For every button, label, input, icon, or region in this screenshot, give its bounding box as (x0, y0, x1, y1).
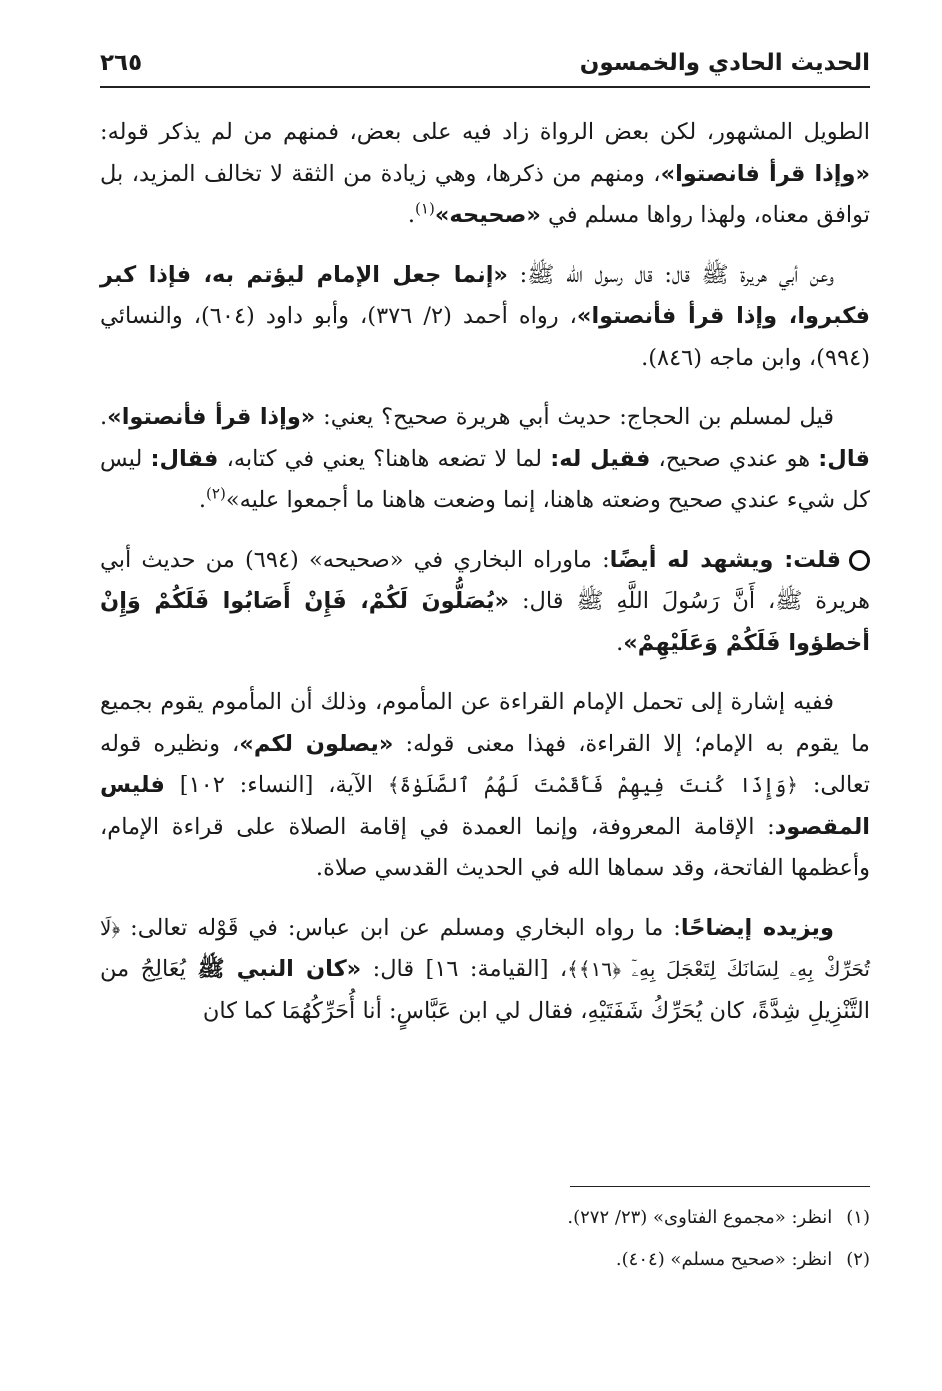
main-text (100, 112, 870, 1050)
bold-text: قال: (818, 445, 870, 472)
bold-text: «إنما جعل الإمام ليؤتم به، فإذا كبر فكبروا، وإذا قرأ فأنصتوا» (100, 261, 871, 329)
text-run: . (407, 202, 416, 228)
footnote-number: (٢) (846, 1249, 870, 1270)
bold-text: فقال: (150, 445, 219, 472)
footnote (100, 1248, 870, 1272)
footnote-text: انظر: «صحيح مسلم» (٤٠٤). (615, 1249, 833, 1270)
bold-text: «وإذا قرأ فانصتوا» (660, 160, 870, 187)
text-run: . (616, 629, 624, 656)
paragraph (100, 397, 870, 522)
paragraph (100, 908, 870, 1033)
bold-text: «وإذا قرأ فأنصتوا» (107, 404, 316, 430)
quran-quote: ﴿وَإِذَا كُنتَ فِيهِمْ فَأَقَمْتَ لَهُمُ ٱلصَّلَوٰةَ﴾ (387, 773, 798, 797)
footnote-text: انظر: «مجموع الفتاوى» (٢٣/ ٢٧٢). (567, 1207, 833, 1228)
text-run: يُعَالِجُ من التَّنْزِيلِ شِدَّةً، كان يُحَرِّكُ شَفَتَيْهِ، فقال لي ابن عَبَّاسٍ: أنا أُحَرِّكُهُمَا كما كان (100, 956, 870, 1024)
text-run: وعن أبي هريرة ﷺ قال: قال رسول الله ﷺ: (507, 261, 834, 288)
bold-text: قلت: ويشهد له أيضًا (609, 546, 841, 573)
chapter-title: الحديث الحادي والخمسون (579, 50, 870, 76)
footnote (100, 1206, 870, 1230)
text-run: ، ومنهم من ذكرها، وهي زيادة من الثقة لا تخالف المزيد، بل توافق معناه، ولهذا رواها مسلم في (100, 160, 870, 228)
footnotes (100, 1206, 870, 1290)
paragraph (100, 112, 870, 237)
running-header (100, 40, 870, 88)
text-run: ، رواه أحمد (٢/ ٣٧٦)، وأبو داود (٦٠٤)، والنسائي (٩٩٤)، وابن ماجه (٨٤٦). (100, 303, 870, 371)
bold-text: «كان النبي ﷺ (197, 956, 362, 982)
text-run: : ما رواه البخاري ومسلم عن ابن عباس: في قَوْله تعالى: (120, 914, 681, 941)
circle-bullet-icon (849, 550, 870, 571)
text-run: هو عندي صحيح، (650, 445, 819, 472)
bold-text: فقيل له: (550, 445, 651, 472)
bold-text: «صحيحه» (434, 202, 541, 228)
quran-quote: ﴿لَا تُحَرِّكْ بِهِۦ لِسَانَكَ لِتَعْجَلَ بِهِۦٓ ﴿١٦﴾﴾ (100, 915, 870, 981)
text-run: قيل لمسلم بن الحجاج: حديث أبي هريرة صحيح؟ يعني: (315, 404, 834, 430)
text-run: الآية، [النساء: ١٠٢] (164, 772, 388, 798)
text-run: : ماوراه البخاري في «صحيحه» (٦٩٤) من حديث أبي هريرة ﷺ، أَنَّ رَسُولَ اللَّهِ ﷺ قال: (100, 546, 870, 614)
text-run: ليس كل شيء عندي صحيح وضعته هاهنا، إنما وضعت هاهنا ما أجمعوا عليه» (100, 445, 870, 513)
text-run: لما لا تضعه هاهنا؟ يعني في كتابه، (218, 445, 551, 472)
text-run: : الإقامة المعروفة، وإنما العمدة في إقامة الصلاة على قراءة الإمام، وأعظمها الفاتحة، وقد سماها الله في الحديث القدسي صلاة. (100, 813, 870, 881)
bold-text: ويزيده إيضاحًا (680, 914, 834, 941)
paragraph (100, 682, 870, 890)
footnote-ref: (٢) (206, 484, 226, 503)
text-run: ، ونظيره قوله تعالى: (100, 730, 870, 798)
bold-text: «يُصَلُّونَ لَكُمْ، فَإِنْ أَصَابُوا فَلَكُمْ وَإِنْ أخطؤوا فَلَكُمْ وَعَلَيْهِمْ» (100, 588, 870, 656)
paragraph (100, 255, 870, 380)
page-number: ٢٦٥ (100, 50, 143, 76)
bold-text: «يصلون لكم» (239, 730, 394, 757)
footnote-divider (570, 1186, 870, 1187)
bold-text: فليس المقصود (100, 772, 870, 840)
text-run: ، [القيامة: ١٦] قال: (361, 956, 568, 982)
text-run: الطويل المشهور، لكن بعض الرواة زاد فيه على بعض، فمنهم من لم يذكر قوله: (100, 119, 870, 145)
text-run: ففيه إشارة إلى تحمل الإمام القراءة عن المأموم، وذلك أن المأموم يقوم بجميع ما يقوم به الإمام؛ إلا القراءة، فهذا معنى قوله: (100, 689, 870, 757)
footnote-number: (١) (846, 1207, 870, 1228)
paragraph (100, 540, 870, 665)
text-run: . (100, 404, 108, 430)
footnote-ref: (١) (415, 199, 435, 218)
text-run: . (198, 487, 207, 513)
